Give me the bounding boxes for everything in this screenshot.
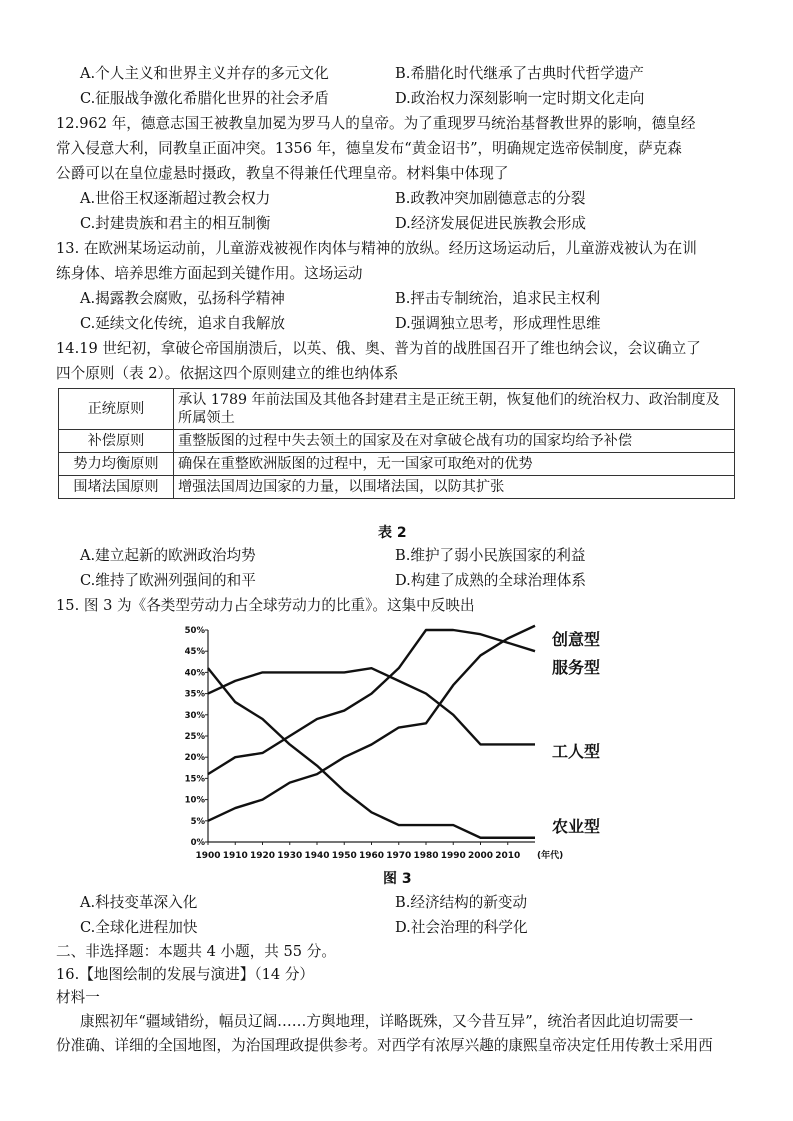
q16-title: 16.【地图绘制的发展与演进】（14 分）: [56, 966, 315, 983]
table-cell-principle: 补偿原则: [59, 430, 174, 453]
q13-option-a: A.揭露教会腐败，弘扬科学精神: [80, 290, 285, 307]
series-line-0: [208, 626, 535, 821]
q16-material-line-2: 份准确、详细的全国地图，为治国理政提供参考。对西学有浓厚兴趣的康熙皇帝决定任用传教士采用西: [56, 1037, 713, 1054]
q12-stem-line-1: 12.962 年，德意志国王被教皇加冕为罗马人的皇帝。为了重现罗马统治基督教世界的影响，德皇经: [56, 115, 696, 132]
x-tick-label: 1910: [222, 851, 248, 861]
x-tick-label: 1980: [413, 851, 439, 861]
q15-option-c: C.全球化进程加快: [80, 919, 198, 936]
x-tick-label: 1960: [358, 851, 385, 861]
series-label: 工人型: [552, 742, 601, 761]
y-tick-label: 25%: [184, 732, 205, 742]
table-row: [59, 476, 735, 499]
series-label: 创意型: [552, 630, 601, 649]
q12-option-a: A.世俗王权逐渐超过教会权力: [80, 190, 271, 207]
q12-stem-line-2: 常入侵意大利，同教皇正面冲突。1356 年，德皇发布“黄金诏书”，明确规定选帝侯制度，萨克森: [56, 140, 682, 157]
q11-option-d: D.政治权力深刻影响一定时期文化走向: [395, 90, 645, 107]
table-cell-principle: 围堵法国原则: [59, 476, 174, 499]
x-tick-label: 2010: [495, 851, 521, 861]
q12-option-d: D.经济发展促进民族教会形成: [395, 215, 586, 232]
x-axis-unit-label: (年代): [537, 851, 564, 861]
y-tick-label: 5%: [190, 816, 205, 827]
figure-3-line-chart: [184, 618, 640, 868]
q11-option-a: A.个人主义和世界主义并存的多元文化: [80, 65, 329, 82]
table-cell-principle: 正统原则: [59, 389, 174, 430]
q12-option-b: B.政教冲突加剧德意志的分裂: [395, 190, 586, 207]
q11-option-b: B.希腊化时代继承了古典时代哲学遗产: [395, 65, 644, 82]
q16-material-line-1: 康熙初年“疆域错纷，幅员辽阔……方舆地理，详略既殊，又今昔互异”，统治者因此迫切需要一: [80, 1013, 694, 1030]
q13-option-d: D.强调独立思考，形成理性思维: [395, 315, 601, 332]
section-2-heading: 二、非选择题：本题共 4 小题，共 55 分。: [56, 943, 336, 960]
table-row: [59, 453, 735, 476]
table-2: [58, 388, 735, 499]
x-tick-label: 1990: [440, 851, 466, 861]
figure-caption: 图 3: [383, 871, 412, 887]
x-tick-label: 1920: [249, 851, 276, 861]
table-row: [59, 389, 735, 430]
table-cell-content: 确保在重整欧洲版图的过程中，无一国家可取绝对的优势: [174, 453, 735, 476]
q14-stem-line-2: 四个原则（表 2）。依据这四个原则建立的维也纳体系: [56, 365, 399, 382]
y-tick-label: 40%: [184, 668, 205, 679]
q14-option-b: B.维护了弱小民族国家的利益: [395, 547, 586, 564]
q13-stem-line-2: 练身体、培养思维方面起到关键作用。这场运动: [56, 265, 363, 282]
q14-option-d: D.构建了成熟的全球治理体系: [395, 572, 586, 589]
series-label: 服务型: [552, 658, 601, 677]
table-cell-content: 承认 1789 年前法国及其他各封建君主是正统王朝，恢复他们的统治权力、政治制度及所属领土: [174, 389, 735, 430]
x-tick-label: 1900: [195, 851, 221, 861]
x-tick-label: 1930: [277, 851, 303, 861]
q13-option-b: B.抨击专制统治，追求民主权利: [395, 290, 601, 307]
q13-option-c: C.延续文化传统，追求自我解放: [80, 315, 286, 332]
series-label: 农业型: [552, 817, 601, 836]
y-tick-label: 45%: [184, 647, 205, 658]
y-tick-label: 15%: [184, 774, 205, 785]
table-cell-content: 重整版图的过程中失去领土的国家及在对拿破仑战有功的国家均给予补偿: [174, 430, 735, 453]
series-line-2: [208, 668, 535, 744]
q15-option-d: D.社会治理的科学化: [395, 919, 528, 936]
y-tick-label: 50%: [184, 626, 205, 636]
x-tick-label: 1950: [331, 851, 357, 861]
y-tick-label: 30%: [184, 710, 205, 721]
q14-stem-line-1: 14.19 世纪初，拿破仑帝国崩溃后，以英、俄、奥、普为首的战胜国召开了维也纳会议，会议确立了: [56, 340, 701, 357]
table-row: [59, 430, 735, 453]
table-cell-content: 增强法国周边国家的力量，以围堵法国，以防其扩张: [174, 476, 735, 499]
x-tick-label: 1940: [304, 851, 330, 861]
x-tick-label: 1970: [386, 851, 412, 861]
table-cell-principle: 势力均衡原则: [59, 453, 174, 476]
x-tick-label: 2000: [467, 851, 494, 861]
q15-stem-line-1: 15. 图 3 为《各类型劳动力占全球劳动力的比重》。这集中反映出: [56, 597, 475, 614]
q12-stem-line-3: 公爵可以在皇位虚悬时摄政，教皇不得兼任代理皇帝。材料集中体现了: [56, 165, 509, 182]
y-tick-label: 20%: [184, 753, 205, 764]
q11-option-c: C.征服战争激化希腊化世界的社会矛盾: [80, 90, 329, 107]
table-caption: 表 2: [378, 525, 407, 541]
q14-option-a: A.建立起新的欧洲政治均势: [80, 547, 256, 564]
q15-option-b: B.经济结构的新变动: [395, 894, 528, 911]
q16-material-label: 材料一: [56, 989, 100, 1006]
q15-option-a: A.科技变革深入化: [80, 894, 198, 911]
q13-stem-line-1: 13. 在欧洲某场运动前，儿童游戏被视作肉体与精神的放纵。经历这场运动后，儿童游戏被认为在训: [56, 240, 697, 257]
y-tick-label: 10%: [184, 795, 205, 806]
y-tick-label: 0%: [190, 838, 205, 848]
q14-option-c: C.维持了欧洲列强间的和平: [80, 572, 256, 589]
q12-option-c: C.封建贵族和君主的相互制衡: [80, 215, 271, 232]
y-tick-label: 35%: [184, 689, 205, 700]
